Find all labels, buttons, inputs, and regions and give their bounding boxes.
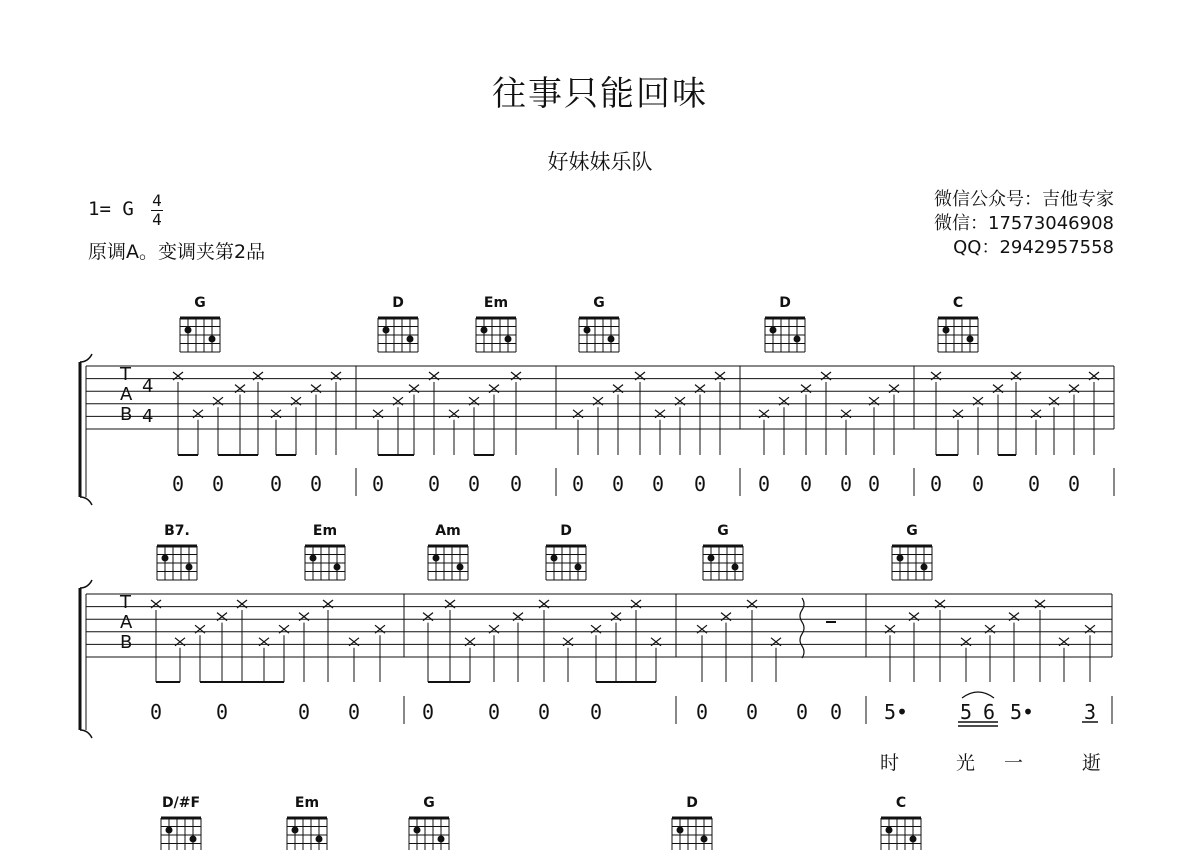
notation-digit: 0 [427, 472, 441, 496]
tab-time-signature [142, 372, 153, 432]
finger-dot [943, 327, 950, 334]
finger-dot [708, 555, 715, 562]
notation-digit: 0 [651, 472, 665, 496]
chord-name: D [560, 523, 572, 539]
time-top: 4 [142, 376, 154, 397]
finger-dot [701, 836, 708, 843]
chord-name: Em [294, 795, 320, 811]
finger-dot [334, 564, 341, 571]
notation-digit: 0 [929, 472, 943, 496]
notation-digit: 0 [971, 472, 985, 496]
tab-letter: A [120, 612, 133, 633]
song-title: 往事只能回味 [492, 74, 708, 114]
tab-clef [120, 593, 132, 653]
capo-note: 原调A。变调夹第2品 [88, 241, 266, 263]
notation-digit: 0 [1027, 472, 1041, 496]
finger-dot [910, 836, 917, 843]
finger-dot [551, 555, 558, 562]
finger-dot [897, 555, 904, 562]
notation-digit: 0 [745, 700, 759, 724]
notation-digit: 0 [269, 472, 283, 496]
finger-dot [794, 336, 801, 343]
finger-dot [886, 827, 893, 834]
finger-dot [316, 836, 323, 843]
system-bracket-hook [80, 354, 92, 362]
finger-dot [770, 327, 777, 334]
chord-name: D [779, 295, 791, 311]
finger-dot [921, 564, 928, 571]
finger-dot [481, 327, 488, 334]
finger-dot [185, 327, 192, 334]
notation-digit: 0 [795, 700, 809, 724]
tab-letter: B [120, 632, 133, 653]
time-top: 4 [152, 191, 162, 210]
system-bracket-hook [80, 730, 92, 738]
contact-qq: QQ：2942957558 [953, 237, 1114, 258]
finger-dot [292, 827, 299, 834]
tab-clef [120, 365, 132, 425]
finger-dot [166, 827, 173, 834]
notation-digit: 0 [571, 472, 585, 496]
chord-name: Am [435, 523, 461, 539]
tab-letter: T [120, 364, 131, 385]
notation-digit: 0 [211, 472, 225, 496]
chord-name: G [906, 523, 918, 539]
contact-wechat: 微信：17573046908 [934, 213, 1114, 234]
notation-digit: 0 [867, 472, 881, 496]
chord-name: Em [483, 295, 509, 311]
chord-name: Em [312, 523, 338, 539]
notation-digit: 0 [537, 700, 551, 724]
contact-wechat-public: 微信公众号：吉他专家 [934, 189, 1114, 210]
notation-digit: 0 [309, 472, 323, 496]
finger-dot [162, 555, 169, 562]
finger-dot [967, 336, 974, 343]
notation-digit: 0 [589, 700, 603, 724]
chord-name: D [686, 795, 698, 811]
lyric: 光 [956, 752, 976, 774]
slur [962, 692, 994, 698]
notation-digit: 0 [693, 472, 707, 496]
tab-letter: A [120, 384, 133, 405]
finger-dot [383, 327, 390, 334]
notation-digit: 0 [171, 472, 185, 496]
notation-digit: 0 [611, 472, 625, 496]
finger-dot [438, 836, 445, 843]
finger-dot [186, 564, 193, 571]
chord-name: G [423, 795, 435, 811]
chord-name: B7. [164, 523, 190, 539]
notation-digit: 0 [757, 472, 771, 496]
notation-digit: 0 [695, 700, 709, 724]
notation-digit: 0 [487, 700, 501, 724]
chord-name: C [952, 295, 964, 311]
finger-dot [310, 555, 317, 562]
time-bottom: 4 [152, 210, 162, 229]
finger-dot [209, 336, 216, 343]
finger-dot [732, 564, 739, 571]
notation-digit: 0 [297, 700, 311, 724]
system-bracket-hook [80, 580, 92, 588]
finger-dot [584, 327, 591, 334]
lyric: 逝 [1082, 752, 1102, 774]
notation-digit: 0 [829, 700, 843, 724]
notation-digit: 0 [421, 700, 435, 724]
chord-name: G [593, 295, 605, 311]
finger-dot [433, 555, 440, 562]
notation-digit: 0 [347, 700, 361, 724]
finger-dot [608, 336, 615, 343]
finger-dot [414, 827, 421, 834]
melody-note: 5 [959, 700, 973, 724]
finger-dot [457, 564, 464, 571]
finger-dot [407, 336, 414, 343]
system-bracket-hook [80, 497, 92, 505]
chord-name: C [895, 795, 907, 811]
finger-dot [505, 336, 512, 343]
lyric: 时 [880, 752, 900, 774]
notation-digit: 0 [1067, 472, 1081, 496]
notation-digit: 0 [509, 472, 523, 496]
finger-dot [190, 836, 197, 843]
notation-digit: 0 [215, 700, 229, 724]
key-signature: 1= G [88, 198, 134, 220]
finger-dot [575, 564, 582, 571]
lyric: 一 [1004, 752, 1024, 774]
chord-name: G [717, 523, 729, 539]
notation-digit: 0 [149, 700, 163, 724]
finger-dot [677, 827, 684, 834]
time-bottom: 4 [142, 406, 154, 427]
notation-digit: 0 [371, 472, 385, 496]
chord-name: D/#F [161, 795, 201, 811]
chord-name: D [392, 295, 404, 311]
melody-note: 3 [1083, 700, 1097, 724]
artist-name: 好妹妹乐队 [547, 150, 653, 174]
chord-name: G [194, 295, 206, 311]
melody-note: 5• [883, 700, 909, 724]
notation-digit: 0 [467, 472, 481, 496]
melody-note: 5• [1009, 700, 1035, 724]
tab-letter: B [120, 404, 133, 425]
notation-digit: 0 [839, 472, 853, 496]
notation-digit: 0 [799, 472, 813, 496]
tab-letter: T [120, 592, 131, 613]
melody-note: 6 [982, 700, 996, 724]
